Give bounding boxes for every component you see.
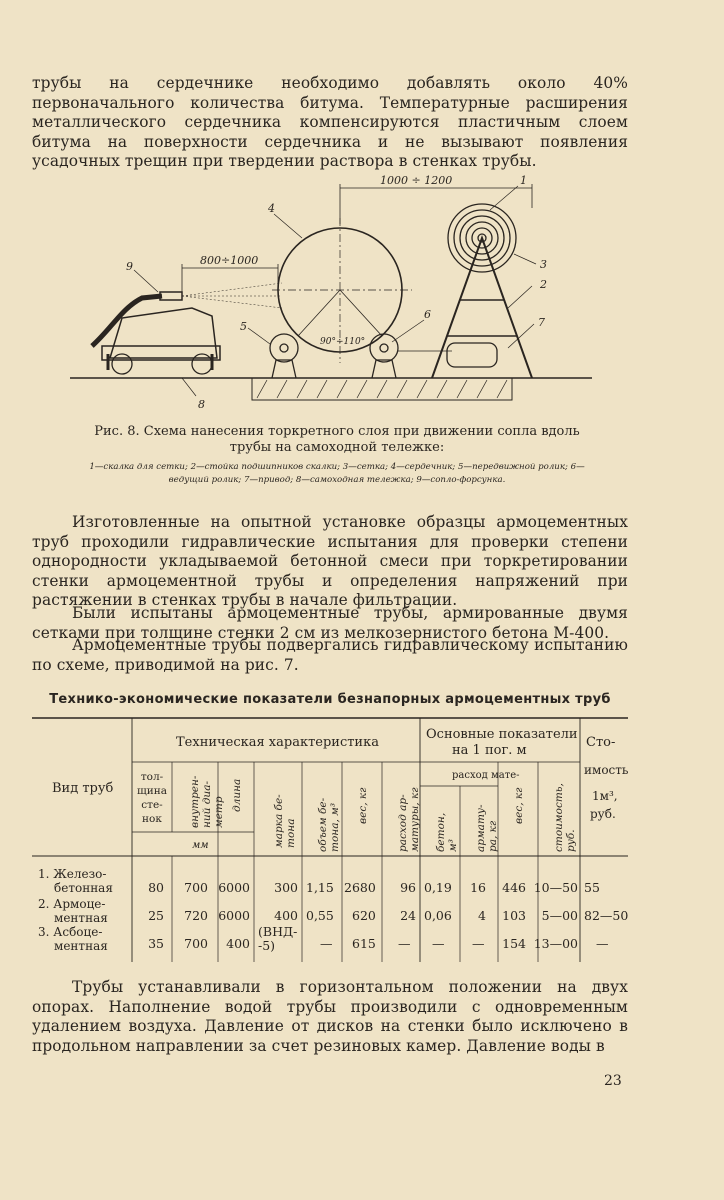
row1-thickness: 80	[148, 880, 164, 895]
row3-name-1: 3. Асбоце-	[38, 925, 103, 939]
figure-caption-legend: 1—скалка для сетки; 2—стойка подшипников скалки; 3—сетка; 4—сердечник; 5—передвижной ролик; 6—ведущий ролик; 7—привод; 8—самоходная тележка; 9—сопло-форсунка.	[89, 462, 585, 485]
label-3: 3	[540, 258, 547, 271]
label-1: 1	[520, 174, 527, 187]
header-cost: Сто-	[586, 735, 616, 750]
label-4: 4	[268, 202, 275, 215]
row3-grade2: -5)	[258, 938, 276, 953]
row3-rebar-m: —	[472, 936, 485, 951]
row3-grade: (ВНД-	[258, 924, 298, 939]
row3-cost-m3: —	[596, 936, 609, 951]
row2-name-2: ментная	[54, 911, 108, 925]
label-8: 8	[198, 398, 205, 411]
row1-length: 6000	[218, 880, 250, 895]
row2-thickness: 25	[148, 908, 164, 923]
row3-length: 400	[226, 936, 250, 951]
row2-weight: 620	[352, 908, 376, 923]
header-thickness-2: щина	[136, 785, 168, 797]
label-5: 5	[240, 320, 247, 333]
paragraph-4: Армоцементные трубы подвергались гидравлическому испытанию по схеме, приводимой на рис. 7.	[32, 636, 628, 674]
row1-rebar: 96	[400, 880, 416, 895]
header-pipe-type: Вид труб	[52, 781, 114, 796]
row3-weight: 615	[352, 936, 376, 951]
row1-diameter: 700	[184, 880, 208, 895]
table-title: Технико-экономические показатели безнапорных армоцементных труб	[49, 692, 611, 707]
row3-thickness: 35	[148, 936, 164, 951]
header-cost2: имость	[584, 763, 628, 777]
row1-concrete: 0,19	[424, 880, 452, 895]
paragraph-3: Были испытаны армоцементные трубы, армированные двумя сетками при толщине стенки 2 см из мелкозернистого бетона М-400.	[32, 604, 628, 642]
row3-volume: —	[320, 936, 333, 951]
header-main2: на 1 пог. м	[452, 743, 527, 758]
header-main: Основные показатели	[426, 727, 578, 742]
header-concrete-volume: объем бе-тона, м³	[317, 797, 341, 852]
dim-top-label: 1000 ÷ 1200	[380, 174, 453, 187]
row2-name-1: 2. Армоце-	[38, 897, 106, 911]
header-thickness-1: тол-	[140, 771, 164, 783]
dim-left-label: 800÷1000	[200, 254, 259, 267]
header-concrete-m3: бетон,м³	[435, 812, 459, 852]
indicators-table	[32, 712, 628, 974]
row2-cost-m: 5—00	[541, 908, 578, 923]
label-7: 7	[538, 316, 545, 329]
row2-rebar: 24	[400, 908, 416, 923]
page-number: 23	[604, 1073, 622, 1089]
header-thickness-4: нок	[142, 813, 162, 825]
header-unit-mm: мм	[192, 840, 209, 851]
header-weight-kg: вес, кг	[513, 787, 525, 824]
header-cost-rub: стоимость,руб.	[553, 783, 577, 852]
row1-name-2: бетонная	[54, 881, 113, 895]
intro-paragraph: трубы на сердечнике необходимо добавлять около 40% первоначального количества битума. Температурные расширения металлического сердечника компенсируются пластичным слоем битума на поверхности сердечника и не вызывают появления усадочных трещин при твердении раствора в стенках трубы.	[32, 74, 628, 170]
header-length: длина	[231, 778, 243, 812]
row2-grade: 400	[274, 908, 298, 923]
row1-cost-m: 10—50	[533, 880, 578, 895]
header-rebar-kg: армату-ра, кг	[475, 804, 499, 852]
row1-volume: 1,15	[306, 880, 334, 895]
figure-caption-title: Рис. 8. Схема нанесения торкретного слоя при движении сопла вдоль трубы на самоходной тележке:	[94, 424, 580, 455]
label-2: 2	[540, 278, 547, 291]
row3-diameter: 700	[184, 936, 208, 951]
row1-weight-m: 446	[502, 880, 526, 895]
row1-cost-m3: 55	[584, 880, 600, 895]
header-cost3: 1м³,	[592, 789, 618, 803]
row3-name-2: ментная	[54, 939, 108, 953]
row3-cost-m: 13—00	[533, 936, 578, 951]
row1-grade: 300	[274, 880, 298, 895]
row2-volume: 0,55	[306, 908, 334, 923]
row2-rebar-m: 4	[478, 908, 486, 923]
table-row	[38, 924, 609, 953]
row2-diameter: 720	[184, 908, 208, 923]
header-concrete-grade: марка бе-тона	[273, 794, 297, 848]
row2-concrete: 0,06	[424, 908, 452, 923]
header-rebar-use: расход ар-матуры, кг	[397, 787, 421, 852]
paragraph-2: Изготовленные на опытной установке образцы армоцементных труб проходили гидравлические испытания для проверки степени однородности укладываемой бетонной смеси при торкретировании стенки армоцементной трубы и определения напряжений при растяжении в стенках трубы в начале фильтрации.	[32, 513, 628, 609]
header-material-use: расход мате-	[452, 770, 520, 781]
header-inner-diam: внутрен-ний диа-метр	[189, 775, 225, 828]
label-9: 9	[126, 260, 133, 273]
header-weight: вес, кг	[357, 787, 369, 824]
row3-rebar: —	[398, 936, 411, 951]
row3-weight-m: 154	[502, 936, 526, 951]
paragraph-5: Трубы устанавливали в горизонтальном положении на двух опорах. Наполнение водой трубы производили с одновременным удалением воздуха. Давление от дисков на стенки было исключено в продольном направлении за счет резиновых камер. Давление воды в	[32, 978, 628, 1055]
header-thickness-3: сте-	[141, 799, 163, 811]
row3-concrete: —	[432, 936, 445, 951]
row1-weight: 2680	[344, 880, 376, 895]
row2-cost-m3: 82—50	[584, 908, 628, 923]
label-6: 6	[424, 308, 431, 321]
header-material-use2	[446, 783, 447, 784]
header-cost4: руб.	[590, 807, 616, 821]
table-row	[38, 897, 628, 925]
row1-name-1: 1. Железо-	[38, 867, 107, 881]
row2-weight-m: 103	[502, 908, 526, 923]
row1-rebar-m: 16	[470, 880, 486, 895]
row2-length: 6000	[218, 908, 250, 923]
table-row	[38, 867, 600, 895]
header-tech: Техническая характеристика	[176, 735, 379, 750]
angle-label: 90°÷110°	[320, 337, 366, 347]
figure-8-diagram	[62, 168, 602, 418]
